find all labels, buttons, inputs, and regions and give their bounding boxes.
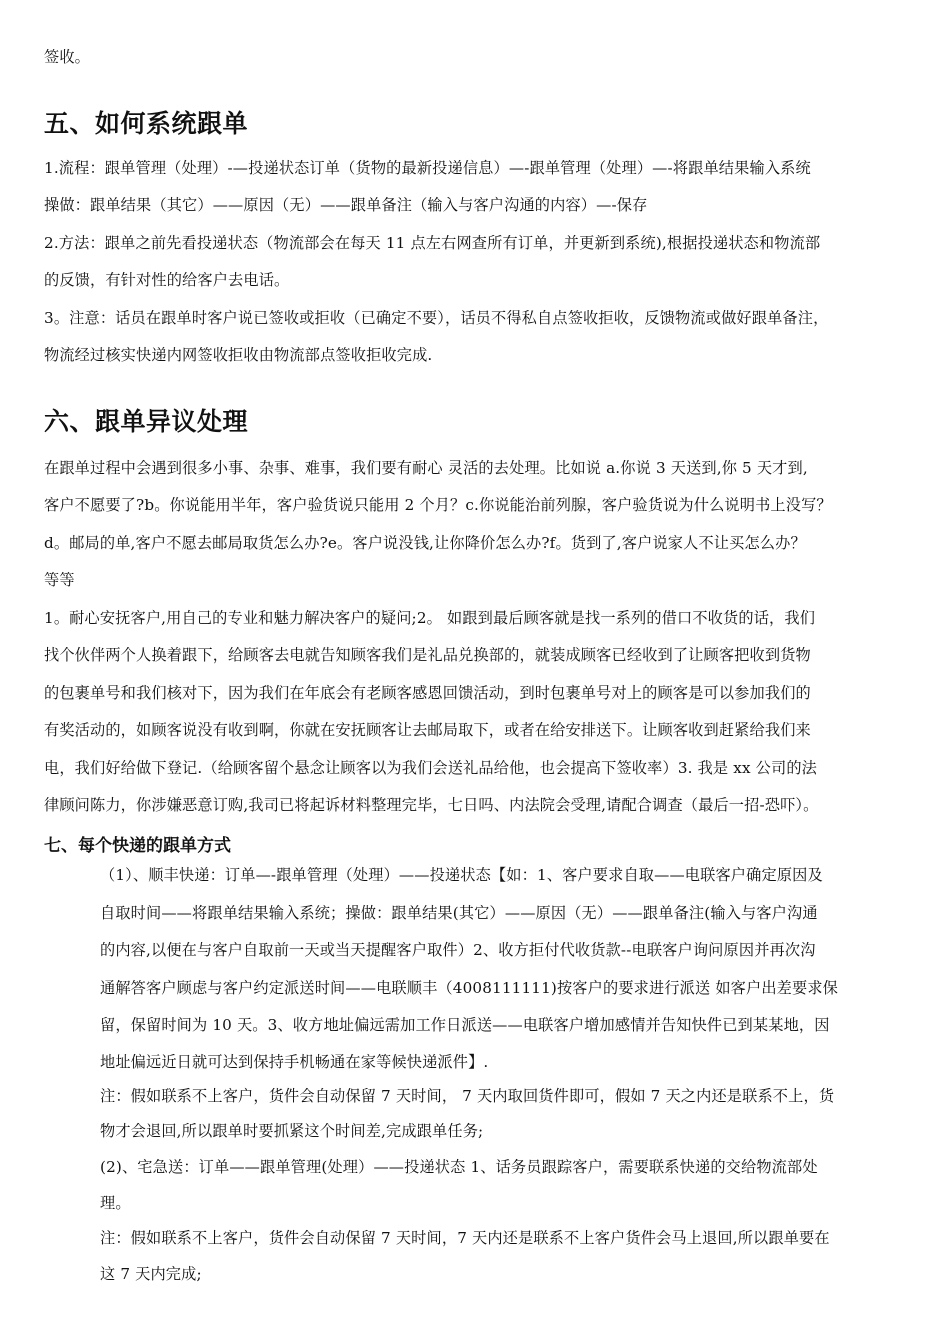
paragraph-line: 律顾问陈力，你涉嫌恶意订购,我司已将起诉材料整理完毕，七日吗、内法院会受理,请配合调查（最后一招-恐吓）。: [44, 796, 819, 814]
paragraph-line: 物才会退回,所以跟单时要抓紧这个时间差,完成跟单任务;: [100, 1122, 484, 1140]
paragraph-line: (2)、宅急送：订单——跟单管理(处理）——投递状态 1、话务员跟踪客户，需要联系快递的交给物流部处: [100, 1158, 818, 1176]
paragraph-line: 注：假如联系不上客户，货件会自动保留 7 天时间， 7 天内取回货件即可，假如 7 天之内还是联系不上，货: [100, 1087, 835, 1105]
paragraph-line: 1.流程：跟单管理（处理）-—投递状态订单（货物的最新投递信息）—-跟单管理（处理）—-将跟单结果输入系统: [44, 159, 811, 177]
paragraph-line: 等等: [44, 571, 75, 589]
paragraph-line: 理。: [100, 1194, 131, 1212]
paragraph-line: 电，我们好给做下登记.（给顾客留个悬念让顾客以为我们会送礼品给他，也会提高下签收率）3. 我是 xx 公司的法: [44, 759, 817, 777]
paragraph-line: 操做：跟单结果（其它）——原因（无）——跟单备注（输入与客户沟通的内容）—-保存: [44, 196, 648, 214]
paragraph-line: （1）、顺丰快递：订单—-跟单管理（处理）——投递状态【如：1、客户要求自取——电联客户确定原因及: [100, 866, 823, 884]
section-heading-5: 五、如何系统跟单: [44, 109, 249, 138]
paragraph-line: 留，保留时间为 10 天。3、收方地址偏远需加工作日派送——电联客户增加感情并告知快件已到某某地，因: [100, 1016, 830, 1034]
paragraph-line: 1。耐心安抚客户,用自己的专业和魅力解决客户的疑问;2。 如跟到最后顾客就是找一系列的借口不收货的话，我们: [44, 609, 816, 627]
section-heading-7: 七、每个快递的跟单方式: [44, 836, 231, 856]
paragraph-line: 的包裹单号和我们核对下，因为我们在年底会有老顾客感恩回馈活动，到时包裹单号对上的顾客是可以参加我们的: [44, 684, 811, 702]
paragraph-line: 3。注意：话员在跟单时客户说已签收或拒收（已确定不要），话员不得私自点签收拒收，反馈物流或做好跟单备注，: [44, 309, 829, 327]
section-heading-6: 六、跟单异议处理: [44, 407, 249, 436]
paragraph-line: 有奖活动的，如顾客说没有收到啊，你就在安抚顾客让去邮局取下，或者在给安排送下。让顾客收到赶紧给我们来: [44, 721, 811, 739]
paragraph-line: 通解答客户顾虑与客户约定派送时间——电联顺丰（4008111111)按客户的要求进行派送 如客户出差要求保: [100, 979, 839, 997]
paragraph-line: 自取时间——将跟单结果输入系统；操做：跟单结果(其它）——原因（无）——跟单备注(输入与客户沟通: [100, 904, 818, 922]
paragraph-line: 找个伙伴两个人换着跟下，给顾客去电就告知顾客我们是礼品兑换部的，就装成顾客已经收到了让顾客把收到货物: [44, 646, 811, 664]
paragraph-line: 客户不愿要了?b。你说能用半年，客户验货说只能用 2 个月？c.你说能治前列腺，客户验货说为什么说明书上没写？: [44, 496, 832, 514]
paragraph-line: 物流经过核实快递内网签收拒收由物流部点签收拒收完成.: [44, 346, 433, 364]
paragraph-line: d。邮局的单,客户不愿去邮局取货怎么办?e。客户说没钱,让你降价怎么办?f。货到了,客户说家人不让买怎么办？: [44, 534, 806, 552]
paragraph-line: 的反馈，有针对性的给客户去电话。: [44, 271, 290, 289]
paragraph-line: 注：假如联系不上客户，货件会自动保留 7 天时间，7 天内还是联系不上客户货件会马上退回,所以跟单要在: [100, 1229, 830, 1247]
paragraph-line: 这 7 天内完成;: [100, 1265, 202, 1283]
paragraph-line: 地址偏远近日就可达到保持手机畅通在家等候快递派件】.: [100, 1053, 489, 1071]
paragraph-line: 签收。: [44, 48, 91, 66]
paragraph-line: 2.方法：跟单之前先看投递状态（物流部会在每天 11 点左右网查所有订单，并更新到系统),根据投递状态和物流部: [44, 234, 821, 252]
paragraph-line: 在跟单过程中会遇到很多小事、杂事、难事，我们要有耐心 灵活的去处理。比如说 a.你说 3 天送到,你 5 天才到,: [44, 459, 808, 477]
paragraph-line: 的内容,以便在与客户自取前一天或当天提醒客户取件）2、收方拒付代收货款--电联客户询问原因并再次沟: [100, 941, 816, 959]
